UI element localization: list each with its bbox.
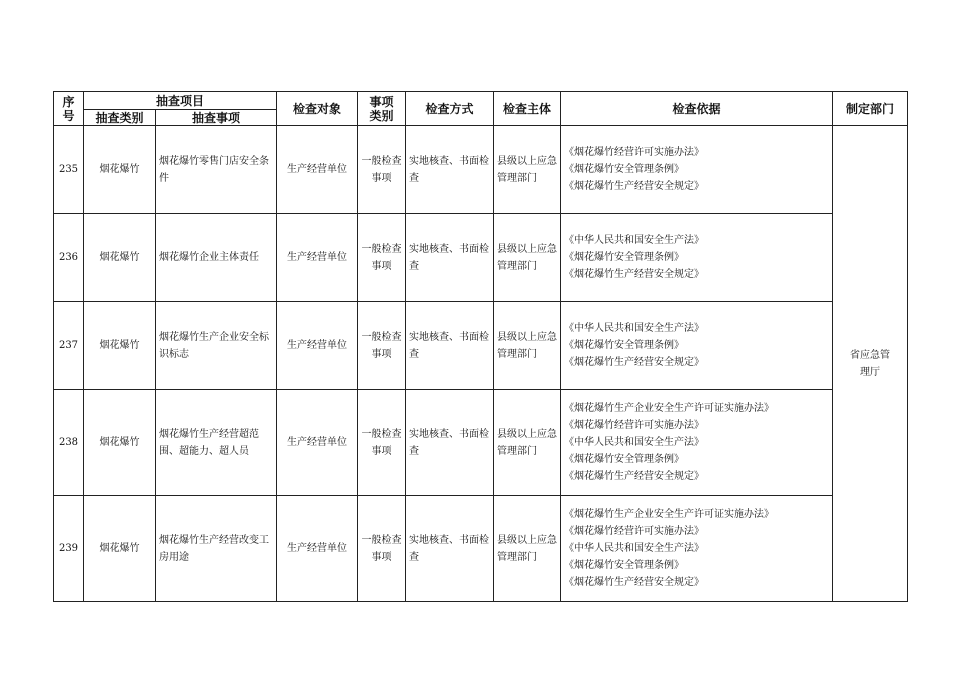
matter-cell: 烟花爆竹企业主体责任 (156, 214, 277, 302)
method-cell: 实地核查、书面检查 (406, 302, 494, 390)
subject-cell: 县级以上应急管理部门 (494, 302, 561, 390)
basis-item: 《中华人民共和国安全生产法》 (564, 235, 705, 246)
basis-item: 《烟花爆竹安全管理条例》 (564, 252, 685, 263)
basis-cell (561, 126, 833, 214)
method-cell: 实地核查、书面检查 (406, 390, 494, 496)
inspection-table (53, 91, 908, 602)
department-cell: 省应急管理厅 (833, 126, 908, 602)
header-seq: 序号 (54, 92, 84, 126)
table-row (54, 126, 908, 214)
table-row (54, 214, 908, 302)
header-category: 抽查类别 (84, 110, 156, 126)
seq-cell: 239 (54, 496, 84, 602)
subject-cell: 县级以上应急管理部门 (494, 214, 561, 302)
basis-item: 《烟花爆竹生产经营安全规定》 (564, 269, 705, 280)
method-cell: 实地核查、书面检查 (406, 496, 494, 602)
basis-item: 《烟花爆竹生产经营安全规定》 (564, 577, 705, 588)
header-basis: 检查依据 (561, 92, 833, 126)
matter-cell: 烟花爆竹零售门店安全条件 (156, 126, 277, 214)
subject-cell: 县级以上应急管理部门 (494, 126, 561, 214)
category-cell: 烟花爆竹 (84, 302, 156, 390)
basis-item: 《烟花爆竹生产经营安全规定》 (564, 181, 705, 192)
matter-cell: 烟花爆竹生产经营超范围、超能力、超人员 (156, 390, 277, 496)
basis-item: 《烟花爆竹安全管理条例》 (564, 560, 685, 571)
category-cell: 烟花爆竹 (84, 496, 156, 602)
basis-item: 《烟花爆竹经营许可实施办法》 (564, 420, 705, 431)
header-item-group: 抽查项目 (84, 92, 277, 110)
basis-item: 《烟花爆竹生产企业安全生产许可证实施办法》 (564, 403, 775, 414)
basis-item: 《烟花爆竹安全管理条例》 (564, 340, 685, 351)
basis-item: 《烟花爆竹经营许可实施办法》 (564, 147, 705, 158)
header-subject: 检查主体 (494, 92, 561, 126)
header-target: 检查对象 (277, 92, 358, 126)
target-cell: 生产经营单位 (277, 302, 358, 390)
basis-item: 《烟花爆竹安全管理条例》 (564, 164, 685, 175)
matter-type-cell: 一般检查事项 (358, 214, 406, 302)
matter-type-cell: 一般检查事项 (358, 302, 406, 390)
basis-item: 《中华人民共和国安全生产法》 (564, 323, 705, 334)
basis-cell (561, 302, 833, 390)
matter-cell: 烟花爆竹生产企业安全标识标志 (156, 302, 277, 390)
matter-type-cell: 一般检查事项 (358, 390, 406, 496)
category-cell: 烟花爆竹 (84, 390, 156, 496)
target-cell: 生产经营单位 (277, 126, 358, 214)
header-matter: 抽查事项 (156, 110, 277, 126)
target-cell: 生产经营单位 (277, 390, 358, 496)
basis-item: 《烟花爆竹生产经营安全规定》 (564, 357, 705, 368)
seq-cell: 238 (54, 390, 84, 496)
subject-cell: 县级以上应急管理部门 (494, 496, 561, 602)
header-method: 检查方式 (406, 92, 494, 126)
table-row (54, 496, 908, 602)
basis-item: 《中华人民共和国安全生产法》 (564, 543, 705, 554)
category-cell: 烟花爆竹 (84, 126, 156, 214)
target-cell: 生产经营单位 (277, 496, 358, 602)
seq-cell: 235 (54, 126, 84, 214)
basis-item: 《烟花爆竹生产经营安全规定》 (564, 471, 705, 482)
basis-item: 《烟花爆竹生产企业安全生产许可证实施办法》 (564, 509, 775, 520)
matter-type-cell: 一般检查事项 (358, 496, 406, 602)
basis-cell (561, 496, 833, 602)
target-cell: 生产经营单位 (277, 214, 358, 302)
header-matter-type: 事项类别 (358, 92, 406, 126)
method-cell: 实地核查、书面检查 (406, 214, 494, 302)
seq-cell: 237 (54, 302, 84, 390)
seq-cell: 236 (54, 214, 84, 302)
basis-cell (561, 390, 833, 496)
matter-type-cell: 一般检查事项 (358, 126, 406, 214)
basis-item: 《烟花爆竹经营许可实施办法》 (564, 526, 705, 537)
table-row (54, 302, 908, 390)
basis-cell (561, 214, 833, 302)
table-row (54, 390, 908, 496)
basis-item: 《中华人民共和国安全生产法》 (564, 437, 705, 448)
basis-item: 《烟花爆竹安全管理条例》 (564, 454, 685, 465)
method-cell: 实地核查、书面检查 (406, 126, 494, 214)
header-department: 制定部门 (833, 92, 908, 126)
subject-cell: 县级以上应急管理部门 (494, 390, 561, 496)
matter-cell: 烟花爆竹生产经营改变工房用途 (156, 496, 277, 602)
category-cell: 烟花爆竹 (84, 214, 156, 302)
